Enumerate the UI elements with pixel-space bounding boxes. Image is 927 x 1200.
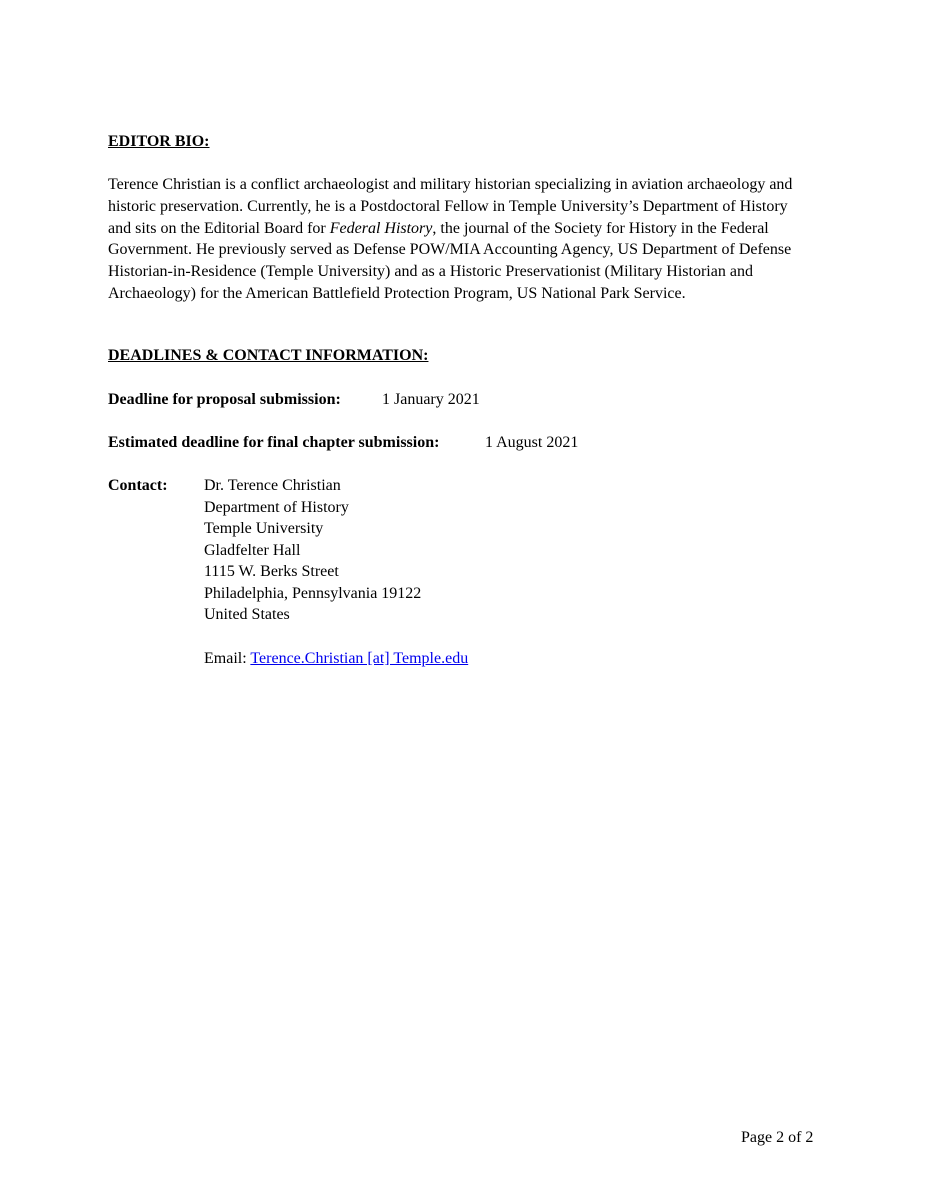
bio-text-part-2: , the journal of the Society for History in the Federal Government. He previously served as Defense POW/MIA Accounting Agency, US Department of Defense Historian-in-Residence (Temple University) and as a Historic Preservationist (Military Historian and Archaeology) for the American Battlefield Protection Program, US National Park Service.: [108, 219, 792, 302]
address-line: United States: [204, 606, 290, 623]
address-line: 1115 W. Berks Street: [204, 563, 339, 580]
bio-text-part-1: Terence Christian is a conflict archaeologist and military historian specializing in aviation archaeology and historic preservation. Currently, he is a Postdoctoral Fellow in Temple University’s Department of History and sits on the Editorial Board for: [108, 176, 793, 237]
address-line: Temple University: [204, 520, 324, 537]
email-prefix: Email:: [204, 650, 251, 667]
final-deadline-row: [108, 432, 579, 453]
page-number: Page 2 of 2: [741, 1129, 814, 1146]
editor-bio-paragraph: [108, 174, 808, 305]
editor-bio-heading: EDITOR BIO:: [108, 133, 210, 150]
final-deadline-date: 1 August 2021: [485, 434, 579, 451]
address-line: Gladfelter Hall: [204, 541, 301, 559]
proposal-deadline-label: Deadline for proposal submission:: [108, 391, 341, 408]
final-deadline-label: Estimated deadline for final chapter submission:: [108, 434, 440, 451]
deadlines-heading: DEADLINES & CONTACT INFORMATION:: [108, 347, 429, 364]
proposal-deadline-date: 1 January 2021: [382, 391, 480, 408]
email-link[interactable]: Terence.Christian [at] Temple.edu: [250, 650, 469, 667]
contact-label: Contact:: [108, 477, 168, 494]
journal-title: Federal History: [329, 219, 433, 237]
address-line: Dr. Terence Christian: [204, 477, 341, 494]
address-line: Philadelphia, Pennsylvania 19122: [204, 584, 422, 602]
email-line: [204, 648, 468, 669]
contact-address: [204, 475, 421, 626]
address-line: Department of History: [204, 498, 349, 516]
proposal-deadline-row: [108, 389, 480, 410]
